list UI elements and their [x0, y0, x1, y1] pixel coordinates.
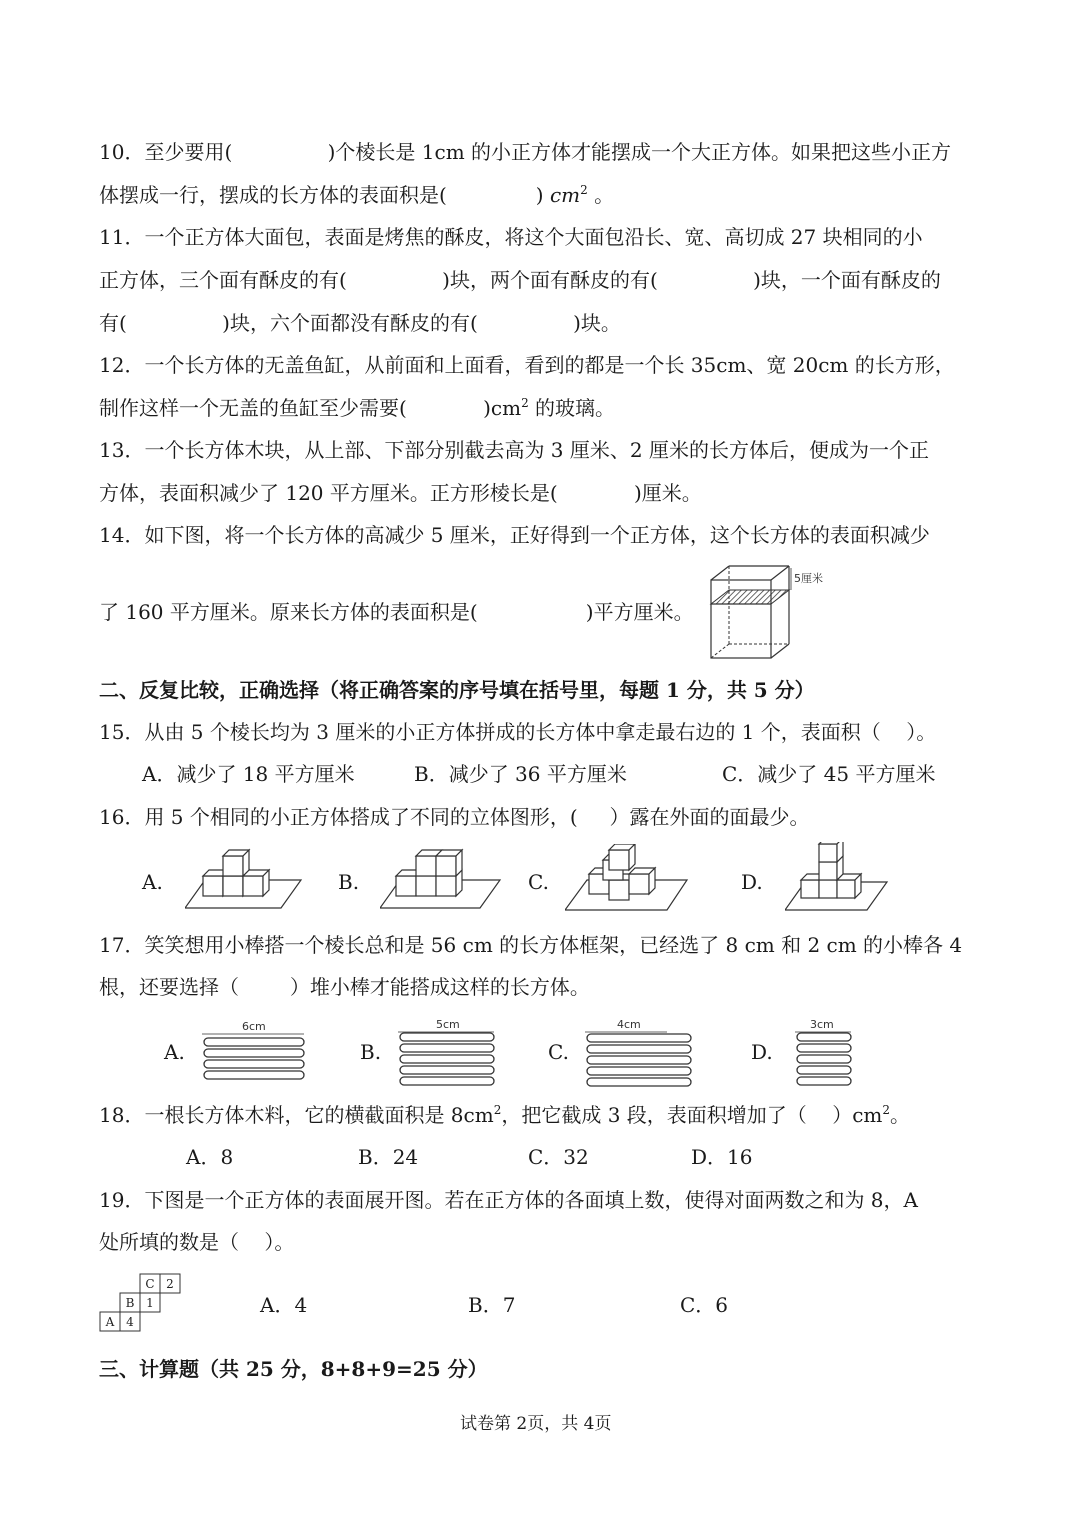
q17-option-b: B.: [360, 1040, 382, 1064]
q18-option-d: D．16: [691, 1145, 753, 1169]
q14-fig-label: 5厘米: [794, 572, 823, 585]
q16-figure-a: [185, 846, 305, 910]
q18-stem-b: ，把它截成 3 段，表面积增加了（ ）cm: [501, 1103, 883, 1127]
q16-option-b: B.: [338, 870, 360, 894]
q18-sup: 2: [493, 1103, 502, 1117]
q19-net-cell-2: 2: [166, 1277, 174, 1291]
q17-option-a: A.: [164, 1040, 185, 1064]
q18-sup2: 2: [882, 1103, 891, 1117]
page-footer: 试卷第 2页，共 4页: [460, 1414, 612, 1434]
q12-line2-tail: 的玻璃。: [528, 396, 616, 420]
q19-net-cell-a: A: [105, 1315, 115, 1329]
q11-line1: 11．一个正方体大面包，表面是烤焦的酥皮，将这个大面包沿长、宽、高切成 27 块相同的小: [99, 225, 923, 249]
q14-line2: 了 160 平方厘米。原来长方体的表面积是( )平方厘米。: [99, 600, 694, 624]
q12-line1: 12．一个长方体的无盖鱼缸，从前面和上面看，看到的都是一个长 35cm、宽 20cm 的长方形，: [99, 353, 955, 377]
q11-line2: 正方体，三个面有酥皮的有( )块，两个面有酥皮的有( )块，一个面有酥皮的: [99, 268, 941, 292]
section2-title: 二、反复比较，正确选择（将正确答案的序号填在括号里，每题 1 分，共 5 分）: [99, 678, 815, 702]
q19-net-cell-c: C: [145, 1277, 155, 1291]
q16-figure-b: [380, 846, 502, 910]
q18-stem-a: 18．一根长方体木料，它的横截面积是 8cm: [99, 1103, 494, 1127]
q19-option-a: A．4: [260, 1293, 308, 1317]
q18-stem: [99, 1101, 910, 1129]
q19-net-cell-4: 4: [126, 1315, 134, 1329]
q17-option-c: C.: [548, 1040, 569, 1064]
q11-line3: 有( )块，六个面都没有酥皮的有( )块。: [99, 311, 621, 335]
q15-option-a: A．减少了 18 平方厘米: [142, 762, 355, 786]
q17-sticks-d-label: 3cm: [810, 1018, 834, 1031]
q17-sticks-d: [793, 1016, 855, 1088]
q16-stem: 16．用 5 个相同的小正方体搭成了不同的立体图形，( ）露在外面的面最少。: [99, 805, 810, 829]
q19-cube-net: [98, 1272, 186, 1336]
q12-line2-text: 制作这样一个无盖的鱼缸至少需要( )cm: [99, 396, 522, 420]
q17-sticks-b-label: 5cm: [436, 1018, 460, 1031]
q17-sticks-b: [396, 1016, 498, 1088]
q18-option-c: C．32: [528, 1145, 589, 1169]
q16-option-c: C.: [528, 870, 549, 894]
q13-line2: 方体，表面积减少了 120 平方厘米。正方形棱长是( )厘米。: [99, 481, 702, 505]
q12-sup: 2: [521, 396, 529, 410]
q19-line2: 处所填的数是（ ）。: [99, 1230, 295, 1254]
q15-option-b: B．减少了 36 平方厘米: [414, 762, 627, 786]
q17-sticks-c-label: 4cm: [617, 1018, 641, 1031]
q10-line2: [99, 181, 614, 209]
q18-stem-c: 。: [890, 1103, 911, 1127]
q15-stem: 15．从由 5 个棱长均为 3 厘米的小正方体拼成的长方体中拿走最右边的 1 个，表面积（ ）。: [99, 720, 937, 744]
q19-line1: 19．下图是一个正方体的表面展开图。若在正方体的各面填上数，使得对面两数之和为 8，A: [99, 1188, 918, 1212]
q17-sticks-c: [583, 1016, 695, 1092]
q17-sticks-a: [200, 1018, 308, 1084]
q17-line2: 根，还要选择（ ）堆小棒才能搭成这样的长方体。: [99, 975, 590, 999]
q10-line2-text: 体摆成一行，摆成的长方体的表面积是( ): [99, 183, 550, 207]
q10-line1: 10．至少要用( )个棱长是 1cm 的小正方体才能摆成一个大正方体。如果把这些小正方: [99, 140, 952, 164]
q16-option-d: D.: [741, 870, 763, 894]
q13-line1: 13．一个长方体木块，从上部、下部分别截去高为 3 厘米、2 厘米的长方体后，便成为一个正: [99, 438, 929, 462]
q14-line1: 14．如下图，将一个长方体的高减少 5 厘米，正好得到一个正方体，这个长方体的表面积减少: [99, 523, 930, 547]
q17-sticks-a-label: 6cm: [242, 1020, 266, 1033]
q14-cuboid-figure: [703, 560, 833, 662]
q19-option-c: C．6: [680, 1293, 729, 1317]
q17-line1: 17．笑笑想用小棒搭一个棱长总和是 56 cm 的长方体框架，已经选了 8 cm 和 2 cm 的小棒各 4: [99, 933, 963, 957]
section3-title: 三、计算题（共 25 分，8+8+9=25 分）: [99, 1357, 488, 1381]
q12-line2: [99, 394, 615, 422]
q16-figure-d: [785, 842, 890, 912]
q17-option-d: D.: [751, 1040, 773, 1064]
q10-tail: 。: [587, 183, 615, 207]
q16-option-a: A.: [142, 870, 163, 894]
q19-option-b: B．7: [468, 1293, 516, 1317]
q19-net-cell-1: 1: [146, 1296, 154, 1310]
q19-net-cell-b: B: [125, 1296, 135, 1310]
q18-option-b: B．24: [358, 1145, 419, 1169]
q10-unit: cm: [549, 183, 581, 207]
q15-option-c: C．减少了 45 平方厘米: [722, 762, 936, 786]
q18-option-a: A．8: [186, 1145, 234, 1169]
q10-sup: 2: [580, 183, 588, 197]
q16-figure-c: [565, 844, 690, 912]
